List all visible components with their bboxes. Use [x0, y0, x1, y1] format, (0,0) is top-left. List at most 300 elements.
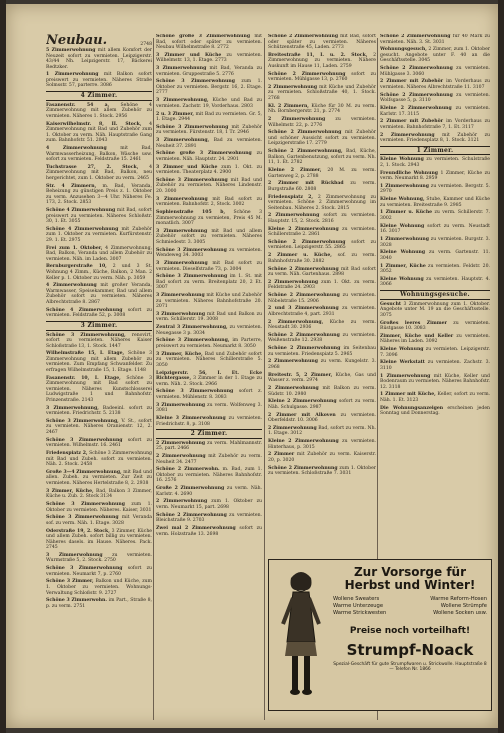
ad-list	[156, 34, 262, 537]
ad-text: im Vorderhaus zu vermieten. Bahnhofstraße 7, 1. Et. 3117	[380, 119, 490, 130]
ad-text: sofort z. vermieten. Mühlenstr. 8. 3083	[156, 389, 262, 400]
ad-heading: 3 Zimmerwohnung,	[156, 98, 209, 104]
ad-text: zu vermieten. Friedrichstr. 8, p. 3108	[156, 415, 262, 427]
ad-heading: Kleine Wohnung	[380, 347, 424, 353]
ad-text: sofort zu vermieten. Wilhelmstr. 16. 2461	[46, 437, 152, 449]
ad-heading: Schöne 3 Zimmerwohnung	[156, 389, 234, 395]
ad-item: Warme Unterzeuge	[333, 603, 384, 609]
ad-text: sofort zu verm. Holzstraße 13. 2698	[156, 526, 262, 537]
ad-heading: 2 Zimmerwohnung,	[268, 319, 324, 325]
classified-ad	[268, 149, 376, 166]
classified-ad	[46, 184, 152, 206]
classified-ad	[380, 106, 490, 117]
classified-ad	[46, 566, 152, 577]
ad-text: mit Zubehör zu vermieten. Fürstenstr. 18, 1 Tr. 2946	[156, 124, 262, 136]
ad-brand: Strumpf-Noack	[346, 641, 474, 659]
classified-ad	[380, 374, 490, 391]
ad-heading: 2 und 3 Zimmerwohnung	[268, 306, 339, 312]
classified-ad	[46, 553, 152, 564]
ad-text: mit Veranda sof. zu verm. Näh. 1. Etage. 3028	[46, 515, 152, 526]
classified-ad	[156, 389, 262, 400]
ad-text: sof. zu verm. Bahnhofstraße 30. 2882	[268, 253, 376, 264]
ad-heading: 1 Zimmer, Küche	[380, 263, 426, 269]
ad-heading: Schöne 2 Zimmerwohnung	[380, 66, 453, 72]
ad-text: Schöne 3 Zimmerwohnung mit Bad sofort zu vermieten. Näheres Kunstschlosserei Ludwigstraße 1 und Bahnhofstr. Prinzenstraße. 2143	[46, 375, 152, 403]
ad-heading: Breitestr. 5, 2 Zimmer,	[268, 372, 333, 378]
classified-ad	[46, 264, 152, 281]
classified-ad	[156, 248, 262, 259]
ad-text: zum 1. Oktober zu verm. Neumarkt 15, part. 2698	[156, 499, 262, 510]
classified-ad	[46, 333, 152, 350]
ad-text: 3 Zimmer, Küche und allem Zubeh. sofort billig zu vermieten. Näheres dasels. im Hause. Näheres. Pack. 2745	[46, 528, 152, 551]
ad-text: Sehöne 4 Zimmerwohnung mit allem Zubehör zu vermieten. Näheres 1. Stock. 2956	[46, 102, 152, 119]
classified-ad	[380, 224, 490, 235]
classified-ad	[380, 360, 490, 371]
ad-heading: Schöne 2 Zimmerwohnung	[268, 266, 339, 272]
ad-heading: 2 Zimmerwohnung	[268, 279, 319, 285]
classified-ad	[380, 406, 490, 417]
ad-heading: Schöne 2 Zimmerwohnung	[380, 34, 451, 39]
classified-ad	[156, 151, 262, 162]
ad-text: zu vermieten. Karlstr. 17. 3115	[380, 105, 490, 117]
ad-text: mit Zubehör zum 1. Oktober zu vermieten. Kurfürstenstr. 29. 1. Et. 2975	[46, 226, 152, 243]
ad-heading: 3 Zimmerwohnung	[156, 311, 206, 317]
ad-text: zu verm. Burgstraße 60. 2808	[268, 181, 376, 192]
classified-ad	[268, 439, 376, 450]
ad-text: mit großer Veranda, Warmwasser, Speisekammer, Bad und allem Zubehör sofort zu vermieten. Näheres Albrechtstraße 8. 2867	[46, 283, 152, 305]
classified-ad	[268, 53, 376, 70]
classified-ad	[156, 261, 262, 272]
ad-heading: Schöne 2 Zimmerwohnung	[268, 332, 340, 338]
ad-heading: 2 Zimmerwohnung	[268, 386, 319, 392]
ad-heading: Schöne 4 Zimmerwohnung	[46, 307, 123, 313]
ad-text: mit Küche und Zubehör zu vermieten. Schloßstraße 40, 1. Stock. 2768	[268, 84, 376, 102]
column-2	[156, 34, 262, 722]
classified-ad	[46, 208, 152, 225]
classified-ad	[380, 302, 490, 319]
ad-heading: 3 Zimmerwohnung,	[46, 405, 99, 411]
ad-text: Bad, Küche, Balkon, Gartenbenutzung, sofort zu verm. Nh. 11, 1. Et. 2782	[268, 149, 376, 166]
ad-text: mit Balkon zu verm. Südstr. 10. 2980	[268, 386, 376, 397]
ad-heading: Schöne große 3 Zimmerwohnung	[156, 34, 251, 39]
classified-ad	[380, 171, 490, 182]
ad-heading: 2 Zimmerwohnung	[156, 440, 206, 446]
ad-text: mit Zubehör zu verm. Neuheit 34. 2477	[156, 454, 262, 465]
ad-heading: Schöne 2 Zimmerwohnung	[268, 71, 346, 77]
ad-heading: Kleine Wohnung	[380, 223, 425, 229]
ad-heading: Frei zum 1. Oktober,	[46, 245, 103, 251]
ad-text: zu vermieten. Schillerstraße 2. 2861	[268, 226, 376, 238]
classified-ad	[380, 334, 490, 345]
ad-heading: Kleine Werkstatt	[380, 360, 425, 366]
classified-ad	[156, 513, 262, 524]
ad-heading: 2 Zimmerwohnung	[268, 213, 320, 219]
ad-text: Bad und Zubehör sofort zu vermieten. Näheres Schillerstraße 5. 3050	[156, 351, 262, 368]
classified-ad	[156, 499, 262, 510]
ad-heading: Kleine 2 Zimmer,	[268, 167, 322, 173]
classified-ad	[46, 122, 152, 144]
classified-ad	[268, 359, 376, 370]
ad-text: mit Bad, sofort preiswert zu vermieten. Näheres Schloßstr. 30, 1. Et. 3055	[46, 207, 152, 225]
classified-ad	[156, 197, 262, 208]
ad-heading: 2 Zimmerwohnung	[380, 132, 435, 138]
ad-heading: Friedenspiatz 2,	[46, 451, 88, 457]
classified-ad	[46, 529, 152, 551]
classified-ad	[268, 452, 376, 463]
classified-ad	[268, 373, 376, 384]
ad-text: mit Küche, Keller und Bodenraum zu vermieten. Näheres Bahnhofstr. 12. 3118	[380, 373, 490, 390]
girl-illustration	[273, 564, 329, 704]
ad-heading: Schöne 2 Zimmerwohnung	[156, 512, 227, 518]
ad-heading: Leipzigerstr. 56, I. Et. Ecke Richtergasse,	[156, 370, 262, 382]
ad-list	[46, 48, 152, 609]
ad-text: Küche für 30 M. zu verm. Nh. Bornbergerstr. 21, p. 2774	[268, 103, 376, 115]
ad-text: für 40 Mark zu vermieten. Näh. 3. St. 3031	[380, 34, 490, 45]
ad-heading: Tuchstrasse 27, 2. Stock,	[46, 164, 139, 170]
ad-text: mit Bad sofort zu vermieten. Bahnhofstr. 2, Stock. 3002	[156, 196, 262, 208]
classified-ad	[46, 165, 152, 182]
ad-text: zum 1. Okt. zu vermieten. Theaterplatz 4. 2900	[156, 164, 262, 176]
ad-text: Badeeinl. sofort zu vermieten. Friedrichstr. 5. 2138	[46, 405, 152, 417]
ad-heading: 2 u. 3 Zimmer,	[156, 111, 194, 117]
ad-item: Warme Reform-Hosen	[430, 596, 487, 602]
ad-heading: 1 Zimmerwohnung	[380, 237, 429, 243]
ad-heading: 3 Zimmerwohnung	[156, 228, 208, 234]
ad-text: mit Zubehör zu verm. Kaiserstr. 20, p. 3020	[268, 452, 376, 463]
ad-text: zu vermieten. Wolfsgasse 5, p. 3110	[380, 92, 490, 104]
ad-heading: 2 Zimmer mit Alkoven	[268, 412, 336, 418]
ad-heading: Zentral 3 Zimmerwohnung,	[156, 325, 228, 331]
ad-item: Warme Strickwesten	[333, 610, 387, 616]
ad-text: Schöne 3 Zimmerwohnung zu vermieten, Preis 45 M. monatlich. 3007	[156, 210, 262, 227]
ad-heading: Wilhelmstraße 15, I. Etage,	[46, 351, 125, 357]
classified-ad	[46, 103, 152, 120]
classified-ad	[268, 399, 376, 410]
ad-heading: Kleine Wohnung	[380, 276, 424, 282]
classified-ad	[46, 489, 152, 500]
classified-ad	[156, 312, 262, 323]
ad-text: 3 Zimmer in der 1. Etage zu verm. Näh. 2. Stock. 2966	[156, 376, 262, 387]
classified-ad	[156, 34, 262, 51]
classified-ad	[156, 403, 262, 414]
ad-text: 4 Zimmerwohnung mit Bad, Balkon, neu hergerichtet, zum 1. Oktober zu verm. 2465	[46, 164, 152, 181]
classified-ad	[380, 47, 490, 64]
ad-heading: 3 Zimmer und Küche	[156, 164, 218, 170]
classified-ad	[156, 66, 262, 77]
ad-text: Balkon und Küche, zum 1. Oktober zu vermieten. Wohnungs-Verwaltung Schloßstr. 9. 2727	[46, 579, 152, 596]
ad-text: zu vermieten. Neuegasse 3 p. 3034	[156, 325, 262, 336]
ad-heading: 1 Zimmerwohnung	[46, 72, 99, 78]
ad-heading: 1 Zimmer u. Küche	[380, 210, 433, 216]
classified-ad	[268, 130, 376, 147]
ad-heading: 1 Zimmerwohnung	[380, 183, 429, 189]
classified-ad	[46, 419, 152, 436]
ad-text: mit Bad zu vermieten. Gr. 5, 1. Etage. 2944	[156, 111, 262, 123]
ad-text: Küche, Gas und Wasser z. verm. 2974	[268, 372, 376, 384]
ad-heading: 5 Zimmerwohnung	[46, 48, 96, 53]
ad-heading: Schöne 3 Zimmerwohnung,	[46, 332, 126, 338]
ad-heading: Str. 4 Zimmern,	[46, 183, 97, 189]
ad-heading: Schöne 2 Zimmerwohnung,	[268, 149, 343, 155]
classified-ad	[380, 347, 490, 358]
ad-heading: 3 Zimmerwohnung	[156, 196, 208, 202]
ad-text: mit Bad und allen. Zubeh. zu vermieten. Zur Zeit zu vermieten. Näheres Hertelstraße 8, 2. 2938	[46, 469, 152, 486]
ad-heading: Schöne 3 Zimmerwohnung	[156, 124, 229, 130]
ad-heading: Breitestraße 11, I. u. 2. Stock,	[268, 52, 368, 58]
ad-text: mit Küche und Zubehör zu vermieten. Näheres Bahnhofstraße 20. 2071	[156, 293, 262, 310]
ad-heading: Kaiserwilhelmstr. 8, II. Stock,	[46, 121, 142, 127]
ad-text: erscheinen jeden Sonntag und Donnerstag.	[380, 405, 490, 417]
ad-text: zum 1. Oktober zu vermieten. Schloßstraße 7. 3031	[268, 465, 376, 477]
classified-ad	[380, 133, 490, 144]
classified-ad	[268, 227, 376, 238]
ad-text: zu vermieten. Wilhelmstr. 13, 1. Etage. 2773	[156, 52, 262, 64]
ad-heading: 2 Zimmerwohnung	[268, 359, 318, 365]
right-binding-edge	[498, 0, 504, 733]
ad-text: mit Bad und allem Zubehör sofort zu vermieten. Näheres Schmiedestr. 3. 3005	[156, 228, 262, 245]
ad-text: Schöne 3 Zimmerwohnung mit allem Zubehör zu vermieten. Zum Empfang Schwanfelder. Zu erfragen Wilhelmstraße 15, 1. Etage. 1148	[46, 351, 152, 373]
ad-heading: Schöne 2 Zimmerwohnung	[268, 34, 339, 39]
classified-ad	[268, 240, 376, 251]
classified-ad	[46, 579, 152, 596]
ad-text: im Vorderhaus zu vermieten. Näheres Albrechtstraße 11. 3107	[380, 79, 490, 90]
ad-heading: Schöne 3 Zimmerwohnung,	[46, 418, 119, 424]
ad-text: m. Bad, zum 1. Oktober zu vermieten. Näheres Bahnhofstr. 16. 2576	[156, 467, 262, 484]
ad-item-row	[333, 610, 487, 617]
classified-ad	[46, 146, 152, 163]
ad-text: zu verm. Näh. Karlstr. 4. 2690	[156, 486, 262, 497]
ad-text: mit Bad sofort zu vermieten. Dieselfstraße 73, p. 3004	[156, 260, 262, 272]
ad-text: 2 Zimmerwohnung zu vermieten. Nähere Auskunft im Hause 11, Laden. 2759	[268, 52, 376, 69]
classified-ad	[268, 85, 376, 102]
ad-text: mit Zubehör zu vermieten. Friedensplatz 8, 1. Stock. 3121	[380, 132, 490, 144]
ad-text: zu vermieten. Weißenstraße 12. 2938	[268, 332, 376, 344]
classified-ad	[268, 181, 376, 192]
classified-ad	[156, 165, 262, 176]
classified-ad	[156, 293, 262, 310]
ad-heading: Schöne 2 Zimmerwohnung	[268, 465, 338, 471]
ad-heading: Schöne 3 Zimmerwohnung	[156, 274, 228, 280]
ad-heading: Schöne 2 Zimmerwohnung	[268, 346, 341, 352]
ad-text: mit Bad sofort zu verm. Näh. Gartenhaus. 2898	[268, 266, 376, 278]
classified-ad	[46, 438, 152, 449]
ad-text: renovirt, sofort zu vermieten. Näheres Kaiser Schloßstraße 13, 1. Stock. 1447	[46, 332, 152, 349]
ad-text: zu vermieten. Rüstgasse 10. 3083	[380, 320, 490, 332]
classified-ad	[268, 253, 376, 264]
classified-ad	[156, 371, 262, 388]
ad-text: Küche und Bad zu vermieten. Zachstr. 19, Vorderhaus. 2803	[156, 98, 262, 109]
classified-ad	[46, 283, 152, 305]
column-rule	[153, 38, 154, 720]
ad-text: zu vermieten. Leipzigerstr. 7. 3096	[380, 347, 490, 358]
classified-ad	[46, 376, 152, 404]
classified-ad	[268, 195, 376, 212]
ad-heading: 2 Zimmer u. Küche,	[268, 253, 332, 259]
ad-heading: Die Wohnungsanzeigen	[380, 405, 444, 411]
classified-ad	[46, 72, 152, 89]
ad-heading: 4 Zimmerwohnung	[46, 283, 97, 289]
ad-text: zu verm. Mahlmannstr. 25, part. 2466	[156, 440, 262, 452]
ad-heading: 4 Zimmerwohnung	[46, 145, 107, 151]
classified-ad	[380, 157, 490, 168]
ad-heading: Gesucht	[380, 301, 402, 307]
ad-text: zum 1. Oktober zu vermieten. Näheres. Kaiser, 3031	[46, 501, 152, 513]
classified-ad	[46, 406, 152, 417]
ad-text: zu vermieten. Oberfeldstr. 10. 3006	[268, 412, 376, 424]
ad-heading: Kleine 2 Zimmerwohnung	[268, 439, 339, 445]
ad-heading: Kl. 2 Zimmern,	[268, 103, 309, 109]
ad-item-row	[333, 596, 487, 603]
ad-text: zum 1. Okt. zu verm. Feldstraße 24. 2903	[268, 279, 376, 291]
classified-ad	[46, 227, 152, 244]
ad-text: im Parterre, preiswert zu vermieten. Neumarkt 8. 3050	[156, 338, 262, 349]
ad-headline: Zur Vorsorge für Herbst und Winter!	[344, 565, 476, 592]
classified-ad	[380, 321, 490, 332]
ad-heading: Schöne 3 Zimmerwohnung	[46, 501, 125, 507]
ad-heading: Friedenspiatz 2,	[268, 194, 313, 200]
classified-ad	[46, 515, 152, 526]
ad-heading: Bernburgerstraße 10,	[46, 264, 107, 270]
classified-ad	[46, 502, 152, 513]
ad-heading: Schöne 4 Zimmerwohnung	[46, 226, 119, 232]
classified-ad	[46, 470, 152, 487]
classified-ad	[380, 119, 490, 130]
ad-text: sofort zu vermieten. Feldstraße 52, p. 3008	[46, 307, 152, 319]
ad-text: Schöne 3 Zimmerwohnung mit Bad und Zubeh. sofort zu vermieten. Näh. 2. Stock. 2458	[46, 451, 152, 468]
ad-text: 3 Zimmerwohnung zum 1. Oktober. Angebote unter M. 19 an die Geschäftsstelle. 3075	[380, 301, 490, 318]
ad-text: zu vermieten. Burgstr. 3. 3028	[380, 237, 490, 248]
ad-text: sofort zu verm. Neustadt 16. 3017	[380, 223, 490, 235]
classified-ad	[156, 125, 262, 136]
ad-heading: Schöne 3 Zimmerwohnung,	[156, 338, 230, 344]
classified-ad	[268, 413, 376, 424]
classified-ad	[380, 93, 490, 104]
classified-ad	[46, 48, 152, 70]
classified-ad	[268, 267, 376, 278]
ad-text: Bad, Balkon 3 Zimmer, Küche u. Zub. 2. Stock 3134	[46, 488, 152, 500]
ad-text: zu vermieten. Mühlgasse 3. 3060	[380, 66, 490, 77]
classified-ad	[268, 320, 376, 331]
ad-heading: Große 3—4 Zimmerwohnung,	[46, 469, 122, 475]
ad-price-line: Preise noch vorteilhaft!	[349, 626, 471, 636]
classified-ad	[268, 280, 376, 291]
classified-ad	[156, 486, 262, 497]
ad-text: im Part., Straße 8, p. zu verm. 2751	[46, 598, 152, 609]
ad-heading: Schöne 2 Zimmerwohn.	[156, 467, 220, 473]
classified-ad	[156, 352, 262, 369]
classified-ad	[46, 246, 152, 263]
ad-item: Wollene Strümpfe	[440, 603, 487, 609]
ad-text: zu verm. Gartenstr. 11. 3040	[380, 250, 490, 261]
ad-item-list	[333, 596, 487, 617]
classified-ad	[268, 333, 376, 344]
ad-list	[268, 34, 376, 477]
ad-text: Keller, sofort zu verm. Näh. 1. Et. 3123	[380, 392, 490, 404]
ad-text: zu verm. Kungelstr. 3. 2968	[268, 359, 376, 371]
column-4	[380, 34, 490, 552]
classified-ad	[380, 264, 490, 275]
ad-heading: 2 Zimmerwohnung	[268, 425, 317, 431]
ad-heading: Schöne 3 Zimmerwohnung	[46, 515, 119, 521]
ad-text: zu vermieten. Wendeweg 34. 3003	[156, 247, 262, 259]
ad-heading: Schöne 3 Zimmerwohnung	[156, 247, 227, 253]
classified-ad	[268, 346, 376, 357]
newspaper-page	[6, 4, 498, 728]
ad-item: Wollene Sweaters	[333, 596, 380, 602]
ad-text: mit Bad, sofort oder später zu vermieten. Neubau Wilhelmstraße 8. 2772	[156, 34, 262, 51]
classified-ad	[268, 466, 376, 477]
ad-text: 2 Zimmerwohnung zu vermieten. Schöne 2 Zimmerwohnung im Seitenbau. Näheres 2. Stock. 2815	[268, 194, 376, 211]
ad-text: zu vermieten. Nöbelstraße 15. 2906	[268, 293, 376, 304]
ad-heading: Schöne 3 Zimmerwohnung	[46, 437, 123, 443]
ad-heading: Schöne 2 Zimmerwohnung	[268, 130, 342, 136]
ad-heading: 2 Zimmer mit Rückbad	[268, 181, 344, 187]
ad-text: 4 Zimmerwohnung mit Bad und Zubehör zum 1. Oktober zu verm. Näh. Hauptstraße Gang zum. Bahnhofstr. 51. 2043	[46, 121, 152, 144]
ad-text: zu vermieten. Näh. Hauptstr. 24. 2901	[156, 151, 262, 162]
classified-ad	[156, 274, 262, 291]
ad-heading: 2 Zimmerwohnung	[268, 84, 318, 90]
ad-heading: Freundliche Wohnung	[380, 170, 438, 176]
classified-ad	[156, 98, 262, 109]
ad-heading: Kleine 3 Zimmerwohnung	[156, 415, 226, 421]
ad-text: zu vermieten. Hauptstr. 4. 3066	[380, 276, 490, 288]
ad-heading: Kleine 2 Zimmerwohnung	[268, 399, 337, 405]
classified-ad	[268, 293, 376, 304]
column-1	[46, 34, 152, 722]
neubau-title: Neubau.	[46, 34, 108, 48]
classified-ad	[46, 598, 152, 609]
ad-text: 4 Zimmerwohnung, Bad, Balkon, Veranda und allem Zubehör zu vermieten. Näh. im Laden. 3007	[46, 245, 152, 262]
ad-heading: Kleine 2 Zimmerwohnung	[268, 226, 339, 232]
ad-item-row	[333, 603, 487, 610]
ad-text: zum 1. Oktober zu vermieten. Bergstr. 16, 2. Etage. 2777	[156, 79, 262, 96]
ad-text: Küche zu verm. Neustadt 30. 2936	[268, 319, 376, 331]
classified-ad	[156, 79, 262, 96]
classified-ad	[268, 306, 376, 317]
section-heading: 4 Zimmer.	[46, 91, 152, 101]
ad-heading: Oderstraße 19, 2. Stock,	[46, 528, 110, 534]
ad-heading: 3 Zimmerwohnung	[46, 552, 103, 558]
ad-heading: Kleine Wohnung	[380, 157, 424, 163]
ad-heading: Kleine 2 Zimmerwohnung	[380, 105, 452, 111]
ad-text: zu vermieten. Schulstraße 2, 1. Stock. 2943	[380, 157, 490, 168]
ad-heading: 3 Zimmerwohnung	[156, 293, 205, 299]
ad-text: 20 M. zu verm. Gartenweg 2, p. 2788	[268, 167, 376, 179]
ad-text: 1 Zimmer, Küche zu verm. Neumarkt 8. 2959	[380, 170, 490, 182]
ad-text: zu vermieten. Wilhelmstr. 22, p. 2776	[268, 117, 376, 128]
ad-text: mit Bad und Zubehör zu vermieten. Näheres Lindenstr. 20. 3000	[156, 177, 262, 194]
ad-heading: 3 Zimmerwohnung	[156, 260, 208, 266]
ad-heading: 3 Zimmerwohnung,	[156, 138, 210, 144]
ad-text: im Seitenbau zu vermieten. Friedenspiatz 5. 2965	[268, 346, 376, 357]
classified-ad	[156, 526, 262, 537]
classified-ad	[46, 308, 152, 319]
ad-text: mit Zubehör und schöner Aussicht sofort zu vermieten. Leipzigerstraße 17. 2779	[268, 130, 376, 147]
ad-text: Bad, sofort zu verm. Nh. 1. Etage. 3012	[268, 425, 376, 437]
classified-ad	[268, 386, 376, 397]
section-heading: 3 Zimmer.	[46, 321, 152, 331]
ad-heading: 2 Zimmer	[268, 452, 295, 458]
classified-ad	[268, 34, 376, 51]
ad-heading: Schöne große 3 Zimmerwohnung	[156, 151, 252, 157]
ad-text: sofort zu vermieten. Hauptstr. 15, 2. Stock. 2816	[268, 213, 376, 224]
ad-heading: 3 Zimmer, Küche,	[46, 488, 94, 494]
ad-text: mit Bad und Balkon zu verm. Schillerstr. 19. 3008	[156, 311, 262, 323]
classified-ad	[46, 351, 152, 373]
ad-text: mit allem Komfort der Neuzeit sofort zu vermieten. Leipzigerstr. 43/44 Nh. Leipzigerstr. 17, Bäckerei Redtzker.	[46, 48, 152, 70]
ad-text: mit Balkon sofort preiswert zu vermieten. Näheres Straße Solmsstr. 57, parterre. 3086	[46, 72, 152, 89]
classified-ad	[380, 184, 490, 195]
